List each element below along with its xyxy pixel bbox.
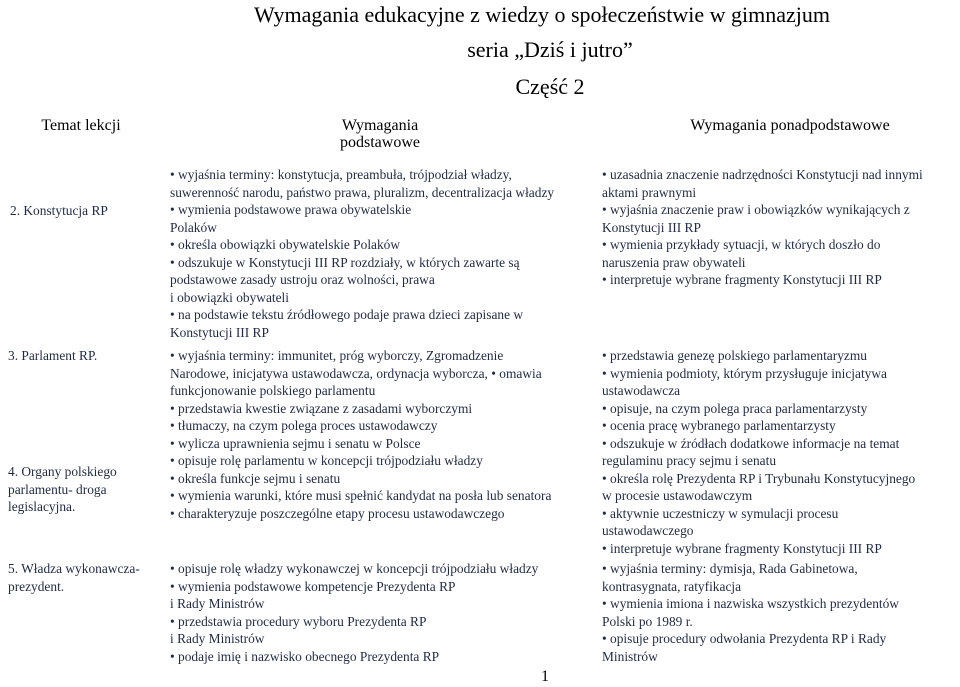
page-number: 1 (541, 668, 549, 685)
row-2-advanced (602, 347, 915, 557)
requirement-line: • uzasadnia znaczenie nadrzędności Konstytucji nad innymi (602, 167, 923, 182)
row-1-basic (170, 166, 554, 341)
requirement-line: • opisuje, na czym polega praca parlamentarzysty (602, 400, 868, 416)
requirement-line: • opisuje rolę parlamentu w koncepcji trójpodziału władzy (170, 453, 483, 468)
column-header-advanced: Wymagania ponadpodstawowe (690, 117, 890, 134)
requirement-line: Konstytucji III RP (170, 324, 269, 340)
requirement-line: • wyjaśnia znaczenie praw i obowiązków wynikających z (602, 202, 910, 217)
requirement-line: kontrasygnata, ratyfikacja (602, 578, 742, 594)
requirement-line: regulaminu pracy sejmu i senatu (602, 453, 777, 468)
requirement-line: • określa obowiązki obywatelskie Polaków (170, 237, 401, 252)
requirement-line: • wylicza uprawnienia sejmu i senatu w Polsce (170, 435, 421, 451)
requirement-line: i Rady Ministrów (170, 631, 265, 646)
requirement-line: • aktywnie uczestniczy w symulacji procesu (602, 505, 839, 521)
row-1-advanced (602, 166, 923, 289)
requirement-line: • odszukuje w Konstytucji III RP rozdziały, w których zawarte są (170, 254, 520, 270)
requirement-line: Narodowe, inicjatywa ustawodawcza, ordynacja wyborcza, • omawia (170, 365, 542, 381)
column-header-basic (300, 117, 460, 151)
requirement-line: • przedstawia procedury wyboru Prezydenta RP (170, 613, 427, 629)
lesson-4-title (8, 463, 117, 516)
lesson-4-line2: parlamentu- droga (8, 481, 107, 497)
lesson-4-line3: legislacyjna. (8, 499, 76, 514)
lesson-5-line1: 5. Władza wykonawcza- (8, 561, 140, 576)
series-title: seria „Dziś i jutro” (467, 37, 633, 62)
column-header-basic-line1: Wymagania (341, 117, 419, 134)
lesson-5-line2: prezydent. (8, 578, 65, 594)
lesson-5-title (8, 560, 140, 595)
requirement-line: Polaków (170, 219, 217, 235)
requirement-line: • opisuje rolę władzy wykonawczej w koncepcji trójpodziału władzy (170, 561, 539, 576)
column-header-lesson: Temat lekcji (41, 117, 121, 134)
requirement-line: naruszenia praw obywateli (602, 254, 746, 270)
row-3-advanced (602, 560, 899, 665)
requirement-line: Ministrów (602, 648, 658, 664)
requirement-line: • ocenia pracę wybranego parlamentarzysty (602, 418, 836, 433)
requirement-line: • odszukuje w źródłach dodatkowe informacje na temat (602, 435, 900, 451)
requirement-line: • wymienia warunki, które musi spełnić kandydat na posła lub senatora (170, 488, 552, 503)
requirement-line: • wymienia przykłady sytuacji, w których doszło do (602, 237, 881, 252)
requirement-line: podstawowe zasady ustroju oraz wolności, prawa (170, 272, 435, 287)
requirement-line: • określa funkcje sejmu i senatu (170, 470, 341, 486)
requirement-line: • opisuje procedury odwołania Prezydenta RP i Rady (602, 631, 887, 646)
requirement-line: aktami prawnymi (602, 184, 697, 200)
lesson-4-line1: 4. Organy polskiego (8, 464, 117, 479)
requirement-line: i Rady Ministrów (170, 596, 265, 611)
requirement-line: • wymienia podstawowe prawa obywatelskie (170, 202, 412, 217)
requirement-line: • określa rolę Prezydenta RP i Trybunału Konstytucyjnego (602, 470, 916, 486)
requirement-line: ustawodawczego (602, 523, 694, 538)
requirement-line: • wyjaśnia terminy: immunitet, próg wyborczy, Zgromadzenie (170, 348, 504, 363)
requirement-line: • podaje imię i nazwisko obecnego Prezydenta RP (170, 648, 440, 664)
requirement-line: • charakteryzuje poszczególne etapy procesu ustawodawczego (170, 505, 505, 521)
requirement-line: • wymienia podmioty, którym przysługuje inicjatywa (602, 365, 887, 381)
requirement-line: • wymienia imiona i nazwiska wszystkich prezydentów (602, 596, 899, 611)
requirement-line: w procesie ustawodawczym (602, 488, 753, 503)
part-title: Część 2 (515, 74, 585, 99)
requirement-line: funkcjonowanie polskiego parlamentu (170, 383, 376, 398)
requirement-line: suwerenność narodu, państwo prawa, pluralizm, decentralizacja władzy (170, 184, 555, 200)
requirement-line: ustawodawcza (602, 383, 681, 398)
requirement-line: i obowiązki obywateli (170, 289, 289, 305)
requirement-line: • interpretuje wybrane fragmenty Konstytucji III RP (602, 272, 882, 287)
requirement-line: • na podstawie tekstu źródłowego podaje prawa dzieci zapisane w (170, 307, 524, 322)
requirement-line: Polski po 1989 r. (602, 613, 693, 629)
requirement-line: • wyjaśnia terminy: konstytucja, preambuła, trójpodział władzy, (170, 167, 512, 182)
lesson-2-title: 2. Konstytucja RP (10, 203, 108, 218)
requirement-line: • przedstawia genezę polskiego parlamentaryzmu (602, 348, 867, 363)
column-header-basic-line2: podstawowe (340, 134, 420, 151)
document-title: Wymagania edukacyjne z wiedzy o społeczeństwie w gimnazjum (254, 2, 830, 27)
requirement-line: • tłumaczy, na czym polega proces ustawodawczy (170, 418, 438, 433)
row-3-basic (170, 560, 538, 665)
lesson-3-title: 3. Parlament RP. (8, 348, 98, 363)
requirement-line: • przedstawia kwestie związane z zasadami wyborczymi (170, 400, 473, 416)
row-2-basic (170, 347, 551, 522)
requirement-line: • wymienia podstawowe kompetencje Prezydenta RP (170, 578, 456, 594)
requirement-line: • interpretuje wybrane fragmenty Konstytucji III RP (602, 540, 882, 556)
requirement-line: • wyjaśnia terminy: dymisja, Rada Gabinetowa, (602, 561, 858, 576)
requirement-line: Konstytucji III RP (602, 219, 701, 235)
